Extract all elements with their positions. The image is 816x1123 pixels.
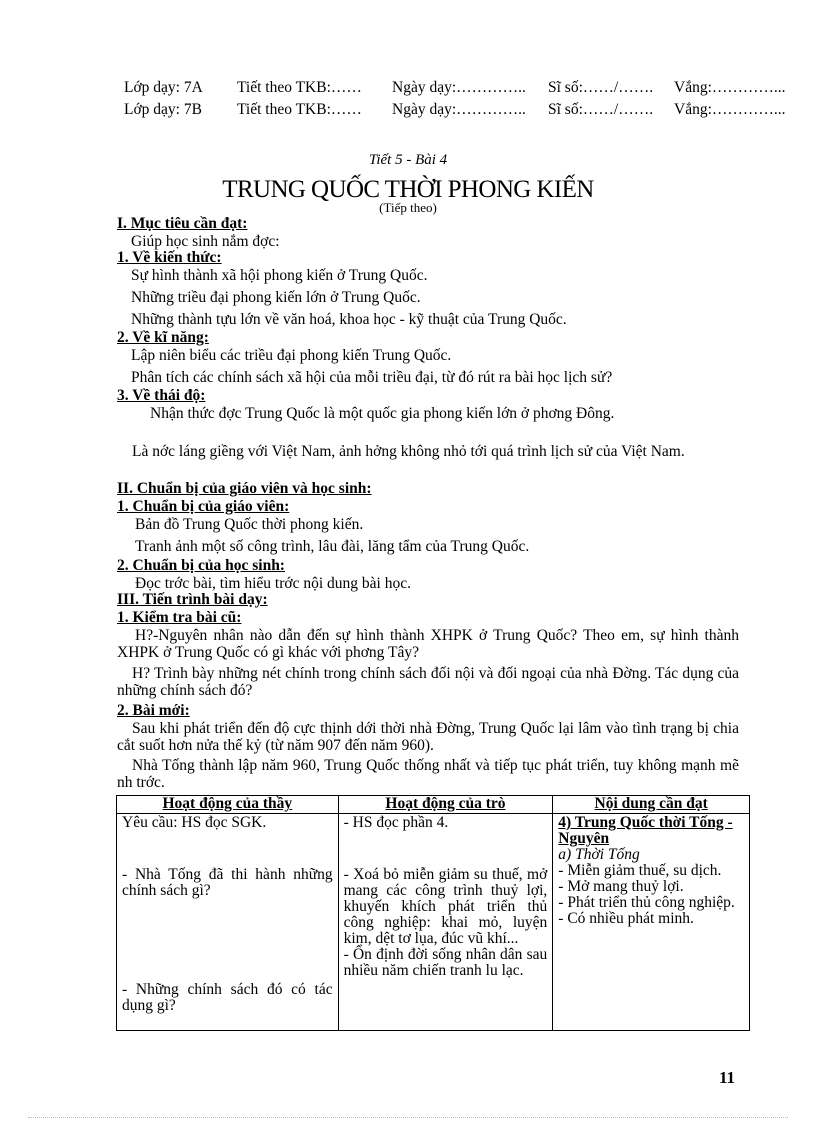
date-label: Ngày dạy:………….. bbox=[392, 101, 526, 118]
review-question: H? Trình bày những nét chính trong chính sách đối nội và đối ngoại của nhà Đờng. Tác dụng của những chính sách đó? bbox=[117, 665, 739, 699]
table-header-row bbox=[117, 796, 750, 814]
skills-heading: 2. Về kĩ năng: bbox=[117, 329, 209, 346]
lesson-title: TRUNG QUỐC THỜI PHONG KIẾN bbox=[222, 176, 594, 203]
period-label: Tiết theo TKB:…… bbox=[237, 79, 362, 96]
column-header-teacher: Hoạt động của thầy bbox=[117, 796, 339, 814]
class-label: Lớp dạy: 7A bbox=[124, 79, 203, 96]
count-label: Sĩ số:……/……. bbox=[548, 101, 654, 118]
count-label: Sĩ số:……/……. bbox=[548, 79, 654, 96]
review-heading: 1. Kiểm tra bài cũ: bbox=[117, 609, 242, 626]
teacher-line: - Nhà Tống đã thi hành những chính sách gì? bbox=[122, 866, 333, 899]
absent-label: Vắng:…………... bbox=[674, 101, 786, 118]
knowledge-heading: 1. Về kiến thức: bbox=[117, 249, 222, 266]
prep-student-item: Đọc trớc bài, tìm hiểu trớc nội dung bài học. bbox=[135, 575, 411, 592]
teacher-activity-cell bbox=[117, 814, 339, 1031]
table-row bbox=[117, 814, 750, 1031]
attitude-heading: 3. Về thái độ: bbox=[117, 387, 206, 404]
period-label: Tiết theo TKB:…… bbox=[237, 101, 362, 118]
knowledge-item: Sự hình thành xã hội phong kiến ở Trung Quốc. bbox=[131, 267, 428, 284]
column-header-content: Nội dung cần đạt bbox=[553, 796, 750, 814]
page-number: 11 bbox=[719, 1068, 736, 1087]
class-label: Lớp dạy: 7B bbox=[124, 101, 202, 118]
prep-teacher-item: Tranh ảnh một số công trình, lâu đài, lăng tẩm của Trung Quốc. bbox=[135, 538, 530, 555]
goals-intro: Giúp học sinh nắm đợc: bbox=[131, 233, 280, 250]
goals-heading: I. Mục tiêu cần đạt: bbox=[117, 215, 248, 232]
knowledge-item: Những thành tựu lớn về văn hoá, khoa học - kỹ thuật của Trung Quốc. bbox=[131, 311, 567, 328]
footer-rule bbox=[28, 1117, 788, 1118]
knowledge-item: Những triều đại phong kiến lớn ở Trung Quốc. bbox=[131, 289, 421, 306]
content-subheading: a) Thời Tống bbox=[558, 846, 640, 863]
skills-item: Lập niên biểu các triều đại phong kiến Trung Quốc. bbox=[131, 347, 452, 364]
prep-teacher-heading: 1. Chuẩn bị của giáo viên: bbox=[117, 498, 290, 515]
content-heading: 4) Trung Quốc thời Tống - Nguyên bbox=[558, 814, 733, 847]
lesson-subtitle: (Tiếp theo) bbox=[379, 200, 437, 215]
skills-item: Phân tích các chính sách xã hội của mỗi triều đại, từ đó rút ra bài học lịch sử? bbox=[131, 369, 613, 386]
prep-teacher-item: Bản đồ Trung Quốc thời phong kiến. bbox=[135, 516, 364, 533]
lesson-number: Tiết 5 - Bài 4 bbox=[368, 152, 448, 168]
student-activity-cell bbox=[338, 814, 553, 1031]
new-lesson-heading: 2. Bài mới: bbox=[117, 702, 190, 719]
student-line: - Ổn định đời sống nhân dân sau nhiều năm chiến tranh lu lạc. bbox=[343, 946, 548, 979]
prep-heading: II. Chuẩn bị của giáo viên và học sinh: bbox=[117, 480, 372, 497]
student-line: - HS đọc phần 4. bbox=[343, 814, 449, 831]
content-cell bbox=[553, 814, 750, 1031]
column-header-student: Hoạt động của trò bbox=[338, 796, 553, 814]
attitude-paragraph: Là nớc láng giềng với Việt Nam, ảnh hởng không nhỏ tới quá trình lịch sử của Việt Nam. bbox=[132, 443, 685, 460]
date-label: Ngày dạy:………….. bbox=[392, 79, 526, 96]
content-item: - Có nhiều phát minh. bbox=[558, 910, 694, 927]
activity-table bbox=[116, 795, 750, 1031]
content-item: - Miễn giảm thuế, su dịch. bbox=[558, 862, 722, 879]
student-line: - Xoá bỏ miễn giảm su thuế, mở mang các công trình thuỷ lợi, khuyến khích phát triển thủ công nghiệp: khai mỏ, luyện kim, dệt tơ lụa, đúc vũ khí... bbox=[343, 866, 548, 947]
prep-student-heading: 2. Chuẩn bị của học sinh: bbox=[117, 557, 285, 574]
new-lesson-paragraph: Nhà Tống thành lập năm 960, Trung Quốc thống nhất và tiếp tục phát triển, tuy không mạnh mẽ nh trớc. bbox=[117, 757, 739, 791]
teacher-line: Yêu cầu: HS đọc SGK. bbox=[122, 814, 267, 831]
process-heading: III. Tiến trình bài dạy: bbox=[117, 591, 268, 608]
teacher-line: - Những chính sách đó có tác dụng gì? bbox=[122, 981, 333, 1014]
content-item: - Mở mang thuỷ lợi. bbox=[558, 878, 684, 895]
content-item: - Phát triển thủ công nghiệp. bbox=[558, 894, 735, 911]
absent-label: Vắng:…………... bbox=[674, 79, 786, 96]
attitude-paragraph: Nhận thức đợc Trung Quốc là một quốc gia phong kiến lớn ở phơng Đông. bbox=[150, 405, 615, 422]
new-lesson-paragraph: Sau khi phát triển đến độ cực thịnh dới thời nhà Đờng, Trung Quốc lại lâm vào tình trạng bị chia cắt suốt hơn nửa thế kỷ (từ năm 907 đến năm 960). bbox=[117, 720, 739, 754]
review-question: H?-Nguyên nhân nào dẫn đến sự hình thành XHPK ở Trung Quốc? Theo em, sự hình thành XHPK ở Trung Quốc có gì khác với phơng Tây? bbox=[117, 627, 739, 661]
